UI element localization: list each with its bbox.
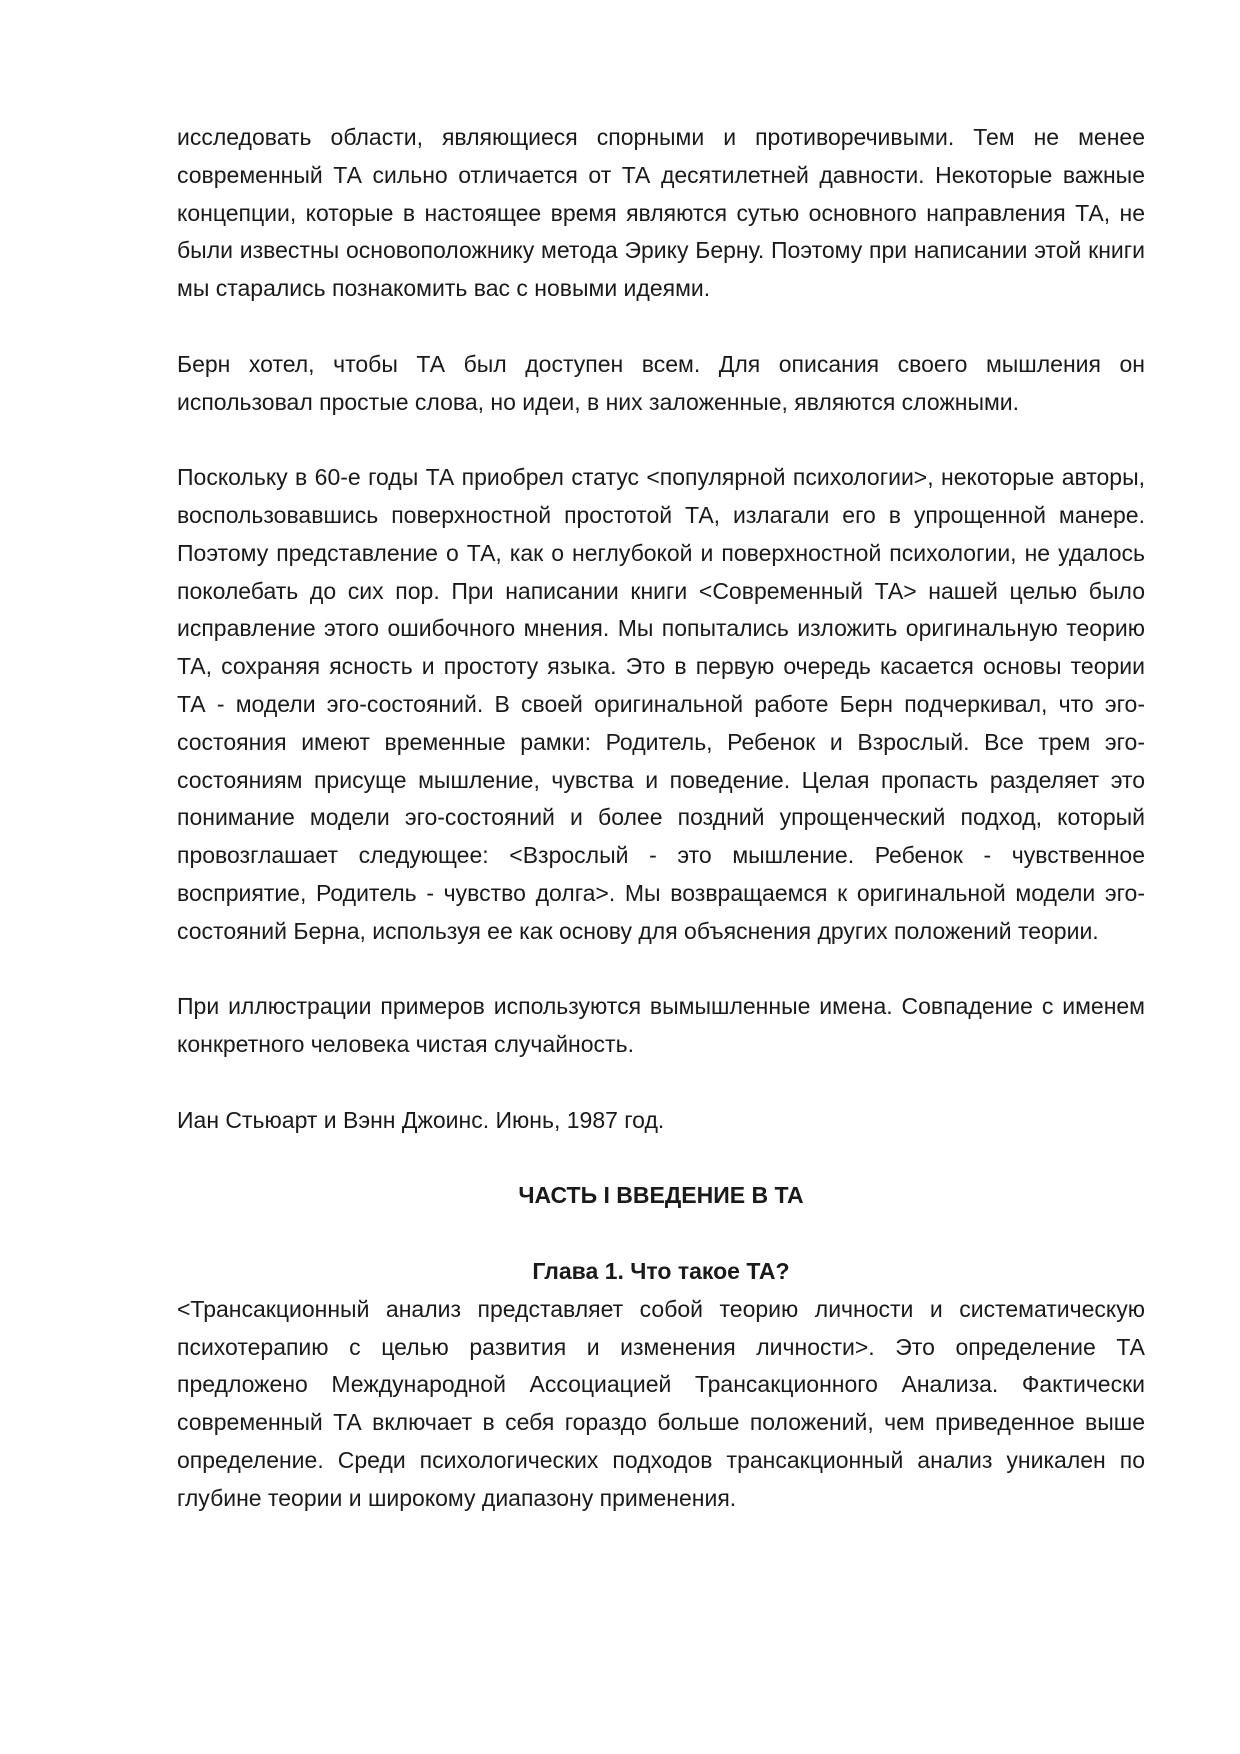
authors-signature: Иан Стьюарт и Вэнн Джоинс. Июнь, 1987 год. xyxy=(177,1106,665,1133)
paragraph-popular-psychology: Поскольку в 60-е годы ТА приобрел статус <популярной психологии>, некоторые авторы, воспользовавшись поверхностной простотой ТА, излагали его в упрощенной манере. Поэтому представление о ТА, как о неглубокой и поверхностной психологии, не удалось поколебать до сих пор. При написании книги <Современный ТА> нашей целью было исправление этого ошибочного мнения. Мы попытались изложить оригинальную теорию ТА, сохраняя ясность и простоту языка. Это в первую очередь касается основы теории ТА - модели эго-состояний. В своей оригинальной работе Берн подчеркивал, что эго-состояния имеют временные рамки: Родитель, Ребенок и Взрослый. Все трем эго-состояниям присуще мышление, чувства и поведение. Целая пропасть разделяет это понимание модели эго-состояний и более поздний упрощенческий подход, который провозглашает следующее: <Взрослый - это мышление. Ребенок - чувственное восприятие, Родитель - чувство долга>. Мы возвращаемся к оригинальной модели эго-состояний Берна, используя ее как основу для объяснения других положений теории. xyxy=(177,464,1145,944)
paragraph-spacer xyxy=(177,421,1145,459)
paragraph-fictional-names: При иллюстрации примеров используются вымышленные имена. Совпадение с именем конкретного человека чистая случайность. xyxy=(177,993,1145,1058)
paragraph-berne-accessibility: Берн хотел, чтобы ТА был доступен всем. Для описания своего мышления он использовал простые слова, но идеи, в них заложенные, являются сложными. xyxy=(177,350,1145,415)
paragraph-ta-definition: <Трансакционный анализ представляет собой теорию личности и систематическую психотерапию с целью развития и изменения личности>. Это определение ТА предложено Международной Ассоциацией Трансакционного Анализа. Фактически современный ТА включает в себя гораздо больше положений, чем приведенное выше определение. Среди психологических подходов трансакционный анализ уникален по глубине теории и широкому диапазону применения. xyxy=(177,1295,1145,1511)
paragraph-spacer xyxy=(177,1064,1145,1102)
part-heading: ЧАСТЬ I ВВЕДЕНИЕ В ТА xyxy=(518,1182,804,1209)
chapter-heading: Глава 1. Что такое ТА? xyxy=(532,1257,790,1284)
paragraph-spacer xyxy=(177,951,1145,989)
paragraph-intro-continuation: исследовать области, являющиеся спорными и противоречивыми. Тем не менее современный ТА сильно отличается от ТА десятилетней давности. Некоторые важные концепции, которые в настоящее время являются сутью основного направления ТА, не были известны основоположнику метода Эрику Берну. Поэтому при написании этой книги мы старались познакомить вас с новыми идеями. xyxy=(177,124,1145,302)
paragraph-spacer xyxy=(177,1140,1145,1178)
page-content xyxy=(177,119,1145,1517)
paragraph-spacer xyxy=(177,1215,1145,1253)
paragraph-spacer xyxy=(177,308,1145,346)
